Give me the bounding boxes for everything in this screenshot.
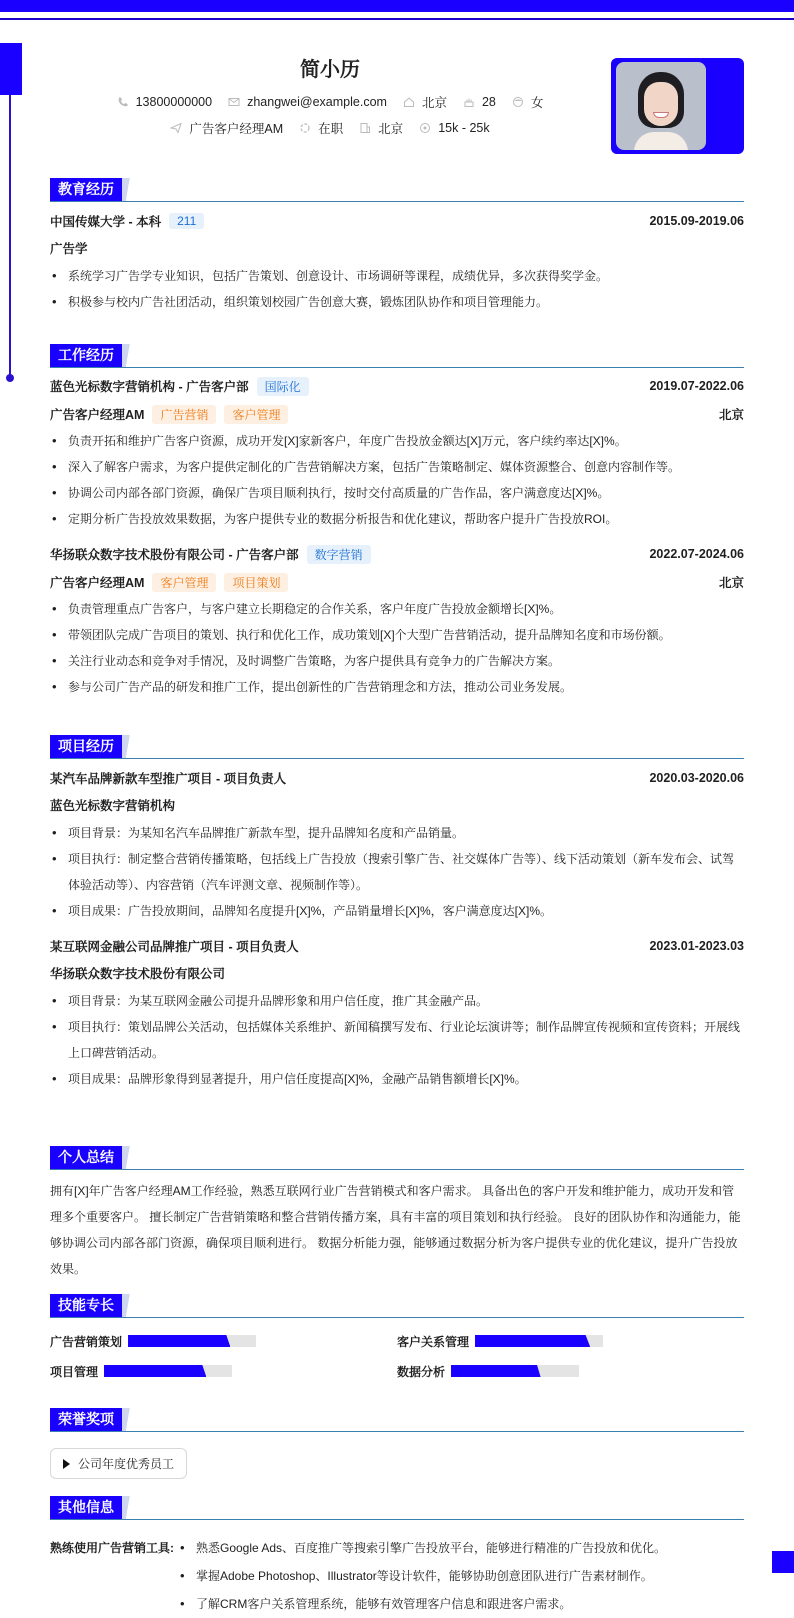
skills-grid [50, 1318, 744, 1382]
company-tag: 数字营销 [307, 545, 371, 564]
project-bullets [50, 820, 744, 924]
list-item: • 协调公司内部各部门资源，确保广告项目顺利执行，按时交付高质量的广告作品，客户满意度达[X]%。 [50, 480, 744, 506]
section-header [50, 1146, 744, 1170]
other-label: 熟练使用广告营销工具: [50, 1541, 174, 1555]
project-bullets [50, 988, 744, 1092]
mail-icon [228, 96, 240, 108]
top-accent-line [0, 18, 794, 20]
section-title: 其他信息 [50, 1496, 122, 1519]
photo-frame [611, 58, 744, 154]
list-item: • 关注行业动态和竞争对手情况，及时调整广告策略，为客户提供具有竞争力的广告解决方案。 [50, 648, 744, 674]
intent-row [50, 115, 610, 141]
award-badge[interactable]: 公司年度优秀员工 [50, 1448, 187, 1479]
list-item: • 项目执行：策划品牌公关活动，包括媒体关系维护、新闻稿撰写发布、行业论坛演讲等；制作品牌宣传视频和宣传资料；开展线上口碑营销活动。 [50, 1014, 744, 1066]
skill-bar [475, 1335, 603, 1347]
building-icon [359, 122, 371, 134]
section-title: 荣誉奖项 [50, 1408, 122, 1431]
list-item: • 项目执行：制定整合营销传播策略，包括线上广告投放（搜索引擎广告、社交媒体广告等）、线下活动策划（新车发布会、试驾体验活动等）、内容营销（汽车评测文章、视频制作等）。 [50, 846, 744, 898]
section-title: 教育经历 [50, 178, 122, 201]
other-section [50, 1496, 744, 1618]
work-city: 北京 [718, 408, 744, 422]
intent-city: 北京 [359, 119, 403, 137]
contact-gender: 女 [512, 93, 544, 111]
list-item: • 项目成果：品牌形象得到显著提升，用户信任度提高[X]%，金融产品销售额增长[X]%。 [50, 1066, 744, 1092]
work-date: 2019.07-2022.06 [649, 379, 744, 393]
projects-section [50, 735, 744, 1092]
project-row [50, 764, 744, 792]
list-item: • 项目成果：广告投放期间，品牌知名度提升[X]%，产品销量增长[X]%，客户满意度达[X]%。 [50, 898, 744, 924]
project-date: 2023.01-2023.03 [649, 939, 744, 953]
project-name: 某互联网金融公司品牌推广项目 - 项目负责人 [50, 940, 299, 954]
skill-item: 客户关系管理 [397, 1330, 744, 1352]
caret-right-icon [63, 1459, 70, 1469]
company-name: 华扬联众数字技术股份有限公司 - 广告客户部 [50, 548, 299, 562]
section-header [50, 1496, 744, 1520]
role-row [50, 400, 744, 428]
education-row [50, 207, 744, 235]
contact-row [50, 89, 610, 115]
gender-icon [512, 96, 524, 108]
skill-bar [451, 1365, 579, 1377]
work-bullets [50, 428, 744, 532]
education-section [50, 178, 744, 315]
school-tag: 211 [169, 213, 204, 229]
list-item: • 熟悉Google Ads、百度推广等搜索引擎广告投放平台，能够进行精准的广告投放和优化。 [178, 1534, 744, 1562]
section-title: 工作经历 [50, 344, 122, 367]
role-title: 广告客户经理AM [50, 408, 145, 422]
top-accent-bar [0, 0, 794, 12]
project-item [50, 924, 744, 1092]
list-item: • 掌握Adobe Photoshop、Illustrator等设计软件，能够协助创意团队进行广告素材制作。 [178, 1562, 744, 1590]
skill-item: 数据分析 [397, 1360, 744, 1382]
company-name: 蓝色光标数字营销机构 - 广告客户部 [50, 380, 249, 394]
work-item [50, 368, 744, 532]
list-item: • 系统学习广告学专业知识，包括广告策划、创意设计、市场调研等课程，成绩优异，多次获得奖学金。 [50, 263, 744, 289]
skill-bar [128, 1335, 256, 1347]
role-title: 广告客户经理AM [50, 576, 145, 590]
resume-header [50, 55, 610, 141]
education-item [50, 202, 744, 315]
skill-item: 项目管理 [50, 1360, 397, 1382]
work-bullets [50, 596, 744, 700]
contact-email: zhangwei@example.com [228, 95, 387, 109]
role-tag: 项目策划 [224, 573, 288, 592]
project-org: 蓝色光标数字营销机构 [50, 799, 176, 813]
awards-section [50, 1408, 744, 1479]
salary-icon [419, 122, 431, 134]
list-item: • 项目背景：为某互联网金融公司提升品牌形象和用户信任度，推广其金融产品。 [50, 988, 744, 1014]
skill-bar [104, 1365, 232, 1377]
list-item: • 深入了解客户需求，为客户提供定制化的广告营销解决方案，包括广告策略制定、媒体资源整合、创意内容制作等。 [50, 454, 744, 480]
contact-age: 28 [463, 95, 496, 109]
section-header [50, 344, 744, 368]
company-row [50, 540, 744, 568]
list-item: • 负责管理重点广告客户，与客户建立长期稳定的合作关系，客户年度广告投放金额增长[X]%。 [50, 596, 744, 622]
section-title: 个人总结 [50, 1146, 122, 1169]
avatar [616, 62, 706, 150]
project-org: 华扬联众数字技术股份有限公司 [50, 967, 226, 981]
list-item: • 参与公司广告产品的研发和推广工作，提出创新性的广告营销理念和方法，推动公司业务发展。 [50, 674, 744, 700]
other-bullets [178, 1534, 744, 1618]
role-tag: 客户管理 [152, 573, 216, 592]
role-tag: 客户管理 [224, 405, 288, 424]
section-header [50, 1408, 744, 1432]
school-name: 中国传媒大学 - 本科 [50, 215, 162, 229]
work-date: 2022.07-2024.06 [649, 547, 744, 561]
skills-section [50, 1294, 744, 1382]
side-accent-block [0, 43, 22, 95]
other-info [50, 1520, 744, 1618]
education-bullets [50, 263, 744, 315]
contact-phone: 13800000000 [117, 95, 212, 109]
project-name: 某汽车品牌新款车型推广项目 - 项目负责人 [50, 772, 287, 786]
summary-text: 拥有[X]年广告客户经理AM工作经验，熟悉互联网行业广告营销模式和客户需求。 具备出色的客户开发和维护能力，成功开发和管理多个重要客户。 擅长制定广告营销策略和整合营销传播方案，具有丰富的项目策划和执行经验。 良好的团队协作和沟通能力，能够协调公司内部各部门资源，确保项目顺利进行。 数据分析能力强，能够通过数据分析为客户提供专业的优化建议，提升广告投放效果。 [50, 1184, 741, 1276]
section-header [50, 735, 744, 759]
intent-position: 广告客户经理AM [170, 119, 283, 137]
education-date: 2015.09-2019.06 [649, 214, 744, 228]
work-city: 北京 [718, 576, 744, 590]
intent-status: 在职 [299, 119, 343, 137]
intent-salary: 15k - 25k [419, 121, 489, 135]
list-item: • 积极参与校内广告社团活动，组织策划校园广告创意大赛，锻炼团队协作和项目管理能力。 [50, 289, 744, 315]
skill-item: 广告营销策划 [50, 1330, 397, 1352]
side-accent-line [9, 95, 11, 377]
list-item: • 定期分析广告投放效果数据，为客户提供专业的数据分析报告和优化建议，帮助客户提升广告投放ROI。 [50, 506, 744, 532]
section-title: 技能专长 [50, 1294, 122, 1317]
project-date: 2020.03-2020.06 [649, 771, 744, 785]
corner-accent-block [772, 1551, 794, 1573]
phone-icon [117, 96, 129, 108]
list-item: • 带领团队完成广告项目的策划、执行和优化工作，成功策划[X]个大型广告营销活动，提升品牌知名度和市场份额。 [50, 622, 744, 648]
company-row [50, 372, 744, 400]
section-header [50, 178, 744, 202]
home-icon [403, 96, 415, 108]
role-tag: 广告营销 [152, 405, 216, 424]
section-header [50, 1294, 744, 1318]
work-item [50, 532, 744, 700]
status-icon [299, 122, 311, 134]
company-tag: 国际化 [257, 377, 309, 396]
section-title: 项目经历 [50, 735, 122, 758]
list-item: • 负责开拓和维护广告客户资源，成功开发[X]家新客户，年度广告投放金额达[X]万元，客户续约率达[X]%。 [50, 428, 744, 454]
list-item: • 项目背景：为某知名汽车品牌推广新款车型，提升品牌知名度和产品销量。 [50, 820, 744, 846]
age-icon [463, 96, 475, 108]
side-accent-dot [6, 374, 14, 382]
summary-section [50, 1146, 744, 1282]
send-icon [170, 122, 182, 134]
candidate-name: 简小历 [300, 59, 360, 81]
project-row [50, 932, 744, 960]
contact-location: 北京 [403, 93, 447, 111]
project-item [50, 759, 744, 924]
major: 广告学 [50, 242, 88, 256]
role-row [50, 568, 744, 596]
work-section [50, 344, 744, 700]
list-item: • 了解CRM客户关系管理系统，能够有效管理客户信息和跟进客户需求。 [178, 1590, 744, 1618]
